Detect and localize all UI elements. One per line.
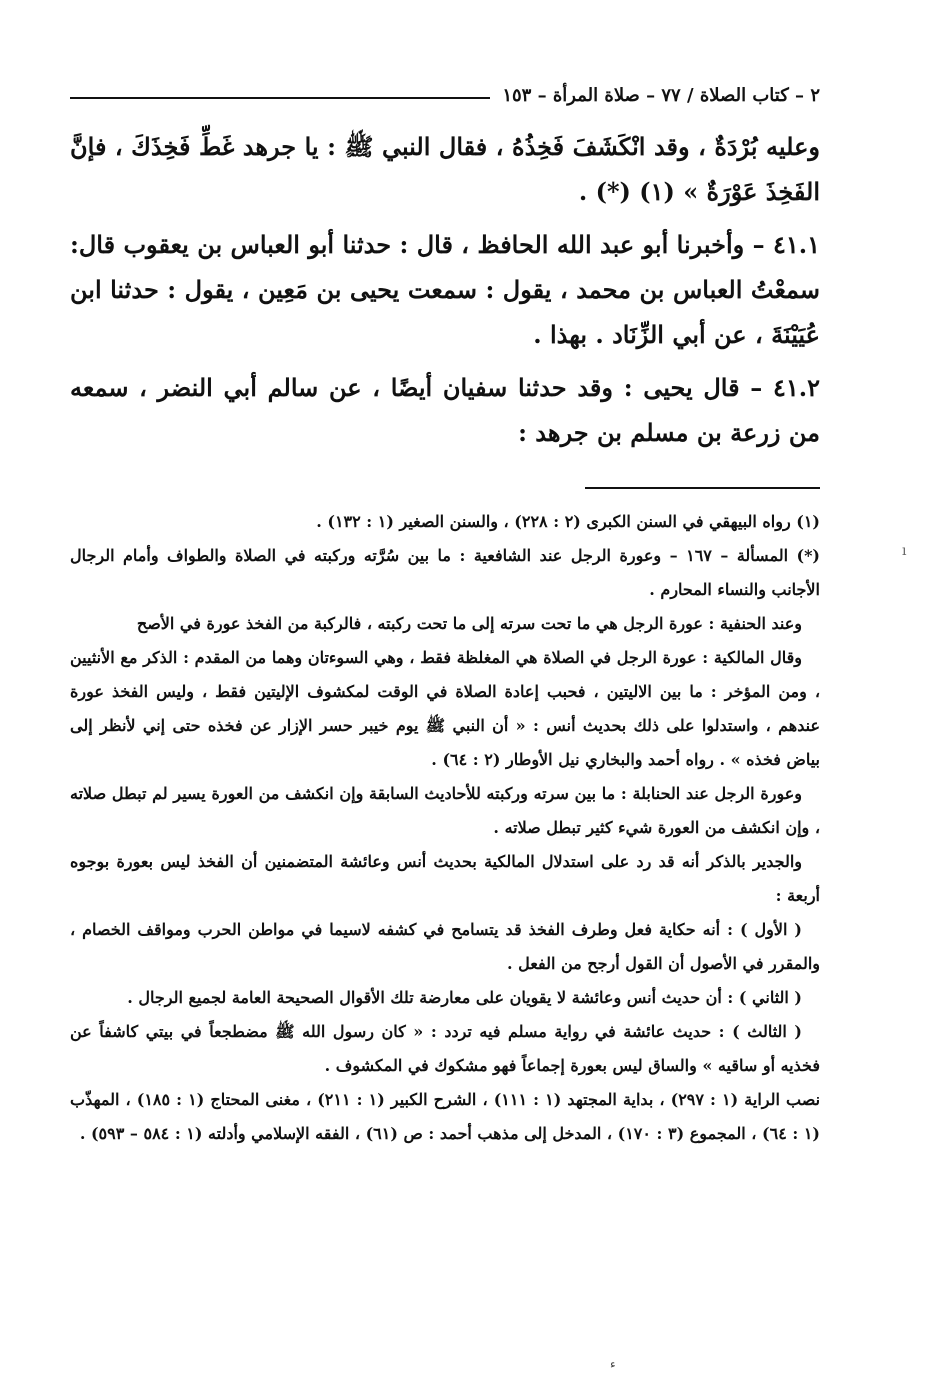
footnote: (*) المسألة – ١٦٧ – وعورة الرجل عند الشافعية : ما بين سُرَّته وركبته في الصلاة والطواف وأمام الرجال الأجانب والنساء المحارم . <box>70 546 821 599</box>
running-title: ٢ – كتاب الصلاة / ٧٧ – صلاة المرأة – ١٥٣ <box>502 84 820 106</box>
footnote: ( الثاني ) : أن حديث أنس وعائشة لا يقويان على معارضة تلك الأقوال الصحيحة العامة لجميع الرجال . <box>127 988 802 1007</box>
margin-mark: ı <box>902 543 907 559</box>
footnote-separator <box>585 487 820 489</box>
footnotes <box>70 505 820 1151</box>
footnote: ( الأول ) : أنه حكاية فعل وطرف الفخذ قد يتسامح في كشفه لاسيما في مواطن الحرب ومواقف الخصام ، والمقرر في الأصول أن القول أرجح من الفعل . <box>70 920 820 973</box>
footnote: ( الثالث ) : حديث عائشة في رواية مسلم فيه تردد : « كان رسول الله ﷺ مضطجعاً في بيتي كاشفاً عن فخذيه أو ساقيه » والساق ليس بعورة إجماعاً فهو مشكوك في المكشوف . <box>70 1022 820 1075</box>
footnote: (١) رواه البيهقي في السنن الكبرى (٢ : ٢٢٨) ، والسنن الصغير (١ : ١٣٢) . <box>316 512 820 531</box>
footnote: وقال المالكية : عورة الرجل في الصلاة هي المغلظة فقط ، وهي السوءتان وهما من المقدم : الذكر مع الأنثيين ، ومن المؤخر : ما بين الاليتين ، فحبب إعادة الصلاة في الوقت لمكشوف الإليتين فقط ، وليس الفخذ عورة عندهم ، واستدلوا على ذلك بحديث أنس : « أن النبي ﷺ يوم خيبر حسر الإزار عن فخذه حتى إني لأنظر إلى بياض فخذه » . رواه أحمد والبخاري نيل الأوطار (٢ : ٦٤) . <box>70 648 821 769</box>
footnote: وعورة الرجل عند الحنابلة : ما بين سرته وركبته للأحاديث السابقة وإن انكشف من العورة يسير لم تبطل صلاته ، وإن انكشف من العورة شيء كثير تبطل صلاته . <box>70 784 820 837</box>
running-head <box>70 80 820 110</box>
page <box>70 80 820 1151</box>
bottom-mark: ء <box>610 1357 616 1371</box>
header-rule <box>70 97 490 99</box>
main-paragraph: ٤١.٢ – قال يحيى : وقد حدثنا سفيان أيضًا ، عن سالم أبي النضر ، سمعه من زرعة بن مسلم بن جرهد : <box>70 373 820 447</box>
footnote: والجدير بالذكر أنه قد رد على استدلال المالكية بحديث أنس وعائشة المتضمنين أن الفخذ ليس بعورة بوجوه أربعة : <box>70 852 820 905</box>
main-paragraph: ٤١.١ – وأخبرنا أبو عبد الله الحافظ ، قال : حدثنا أبو العباس بن يعقوب قال: سمعْتُ العباس بن محمد ، يقول : سمعت يحيى بن مَعِين ، يقول : حدثنا ابن عُيَيْنَةَ ، عن أبي الزِّنَاد . بهذا . <box>70 230 820 349</box>
main-paragraph: وعليه بُرْدَةٌ ، وقد انْكَشَفَ فَخِذُهُ ، فقال النبي ﷺ : يا جرهد غَطِّ فَخِذَكَ ، فإنَّ الفَخِذَ عَوْرَةٌ » (١) (*) . <box>70 132 820 206</box>
footnote: وعند الحنفية : عورة الرجل هي ما تحت سرته إلى ما تحت ركبته ، فالركبة من الفخذ عورة في الأصح <box>136 614 802 633</box>
footnote: نصب الراية (١ : ٢٩٧) ، بداية المجتهد (١ : ١١١) ، الشرح الكبير (١ : ٢١١) ، مغنى المحتاج (١ : ١٨٥) ، المهذّب (١ : ٦٤) ، المجموع (٣ : ١٧٠) ، المدخل إلى مذهب أحمد : ص (٦١) ، الفقه الإسلامي وأدلته (١ : ٥٨٤ – ٥٩٣) . <box>70 1090 821 1143</box>
main-text <box>70 124 820 455</box>
